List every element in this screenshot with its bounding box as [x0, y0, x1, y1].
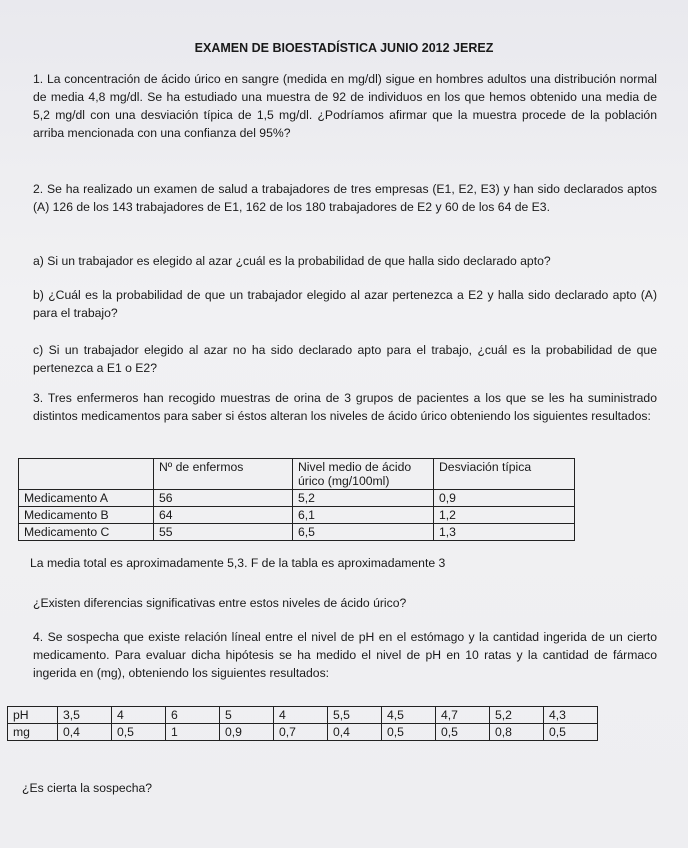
- table-cell: 6: [166, 707, 220, 724]
- table-cell: 0,7: [274, 724, 328, 741]
- question-3: 3. Tres enfermeros han recogido muestras de orina de 3 grupos de pacientes a los que se les ha suministrado distintos medicamentos para saber si éstos alteran los niveles de ácido úrico obteniendo los siguientes resultados:: [33, 391, 657, 423]
- table-note: La media total es aproximadamente 5,3. F de la tabla es aproximadamente 3: [30, 556, 446, 570]
- table-cell: 0,9: [434, 490, 575, 507]
- table-cell: 1,3: [434, 524, 575, 541]
- question-4: 4. Se sospecha que existe relación líneal entre el nivel de pH en el estómago y la cantidad ingerida de un cierto medicamento. Para evaluar dicha hipótesis se ha medido el nivel de pH en 10 ratas y la cantidad de fármaco ingerida en (mg), obteniendo los siguientes resultados:: [33, 630, 657, 680]
- table-header-row: [19, 459, 575, 490]
- table-cell: 5: [220, 707, 274, 724]
- table-cell: 4,7: [436, 707, 490, 724]
- table-cell: 0,5: [112, 724, 166, 741]
- question-2b: b) ¿Cuál es la probabilidad de que un trabajador elegido al azar pertenezca a E2 y halla sido declarado apto (A) para el trabajo?: [33, 288, 657, 320]
- table-cell: 4: [112, 707, 166, 724]
- table-cell: 5,2: [293, 490, 434, 507]
- question-2c: c) Si un trabajador elegido al azar no ha sido declarado apto para el trabajo, ¿cuál es la probabilidad de que pertenezca a E1 o E2?: [33, 343, 657, 375]
- table-cell: Medicamento C: [19, 524, 154, 541]
- table-cell: 0,5: [544, 724, 598, 741]
- table-header-cell: Desviación típica: [434, 459, 575, 490]
- medication-table: [18, 458, 575, 541]
- table-cell: 56: [154, 490, 293, 507]
- table-cell: 4,3: [544, 707, 598, 724]
- question-2a: a) Si un trabajador es elegido al azar ¿cuál es la probabilidad de que halla sido declarado apto?: [33, 254, 551, 268]
- table-cell: Medicamento B: [19, 507, 154, 524]
- table-cell: 1: [166, 724, 220, 741]
- table-cell: 5,5: [328, 707, 382, 724]
- table-row: [19, 507, 575, 524]
- table-row: [19, 490, 575, 507]
- question-4-prompt: ¿Es cierta la sospecha?: [22, 781, 153, 795]
- table-row: [19, 524, 575, 541]
- table-row: [8, 724, 598, 741]
- table-header-cell: [19, 459, 154, 490]
- question-3-prompt: ¿Existen diferencias significativas entre estos niveles de ácido úrico?: [33, 596, 407, 610]
- question-2: 2. Se ha realizado un examen de salud a trabajadores de tres empresas (E1, E2, E3) y han sido declarados aptos (A) 126 de los 143 trabajadores de E1, 162 de los 180 trabajadores de E2 y 60 de los 64 de E3.: [33, 182, 657, 214]
- table-cell: Medicamento A: [19, 490, 154, 507]
- table-row: [8, 707, 598, 724]
- table-cell: 3,5: [58, 707, 112, 724]
- table-cell: 1,2: [434, 507, 575, 524]
- table-cell: 4: [274, 707, 328, 724]
- table-cell: 5,2: [490, 707, 544, 724]
- table-cell: 6,1: [293, 507, 434, 524]
- table-cell: 64: [154, 507, 293, 524]
- table-cell: 0,5: [436, 724, 490, 741]
- table-cell: 0,5: [382, 724, 436, 741]
- table-cell: 0,9: [220, 724, 274, 741]
- table-header-cell: Nivel medio de ácido úrico (mg/100ml): [293, 459, 434, 490]
- table-row-label: pH: [8, 707, 58, 724]
- table-cell: 0,4: [328, 724, 382, 741]
- table-cell: 6,5: [293, 524, 434, 541]
- table-header-cell: Nº de enfermos: [154, 459, 293, 490]
- table-cell: 55: [154, 524, 293, 541]
- table-cell: 0,8: [490, 724, 544, 741]
- table-cell: 0,4: [58, 724, 112, 741]
- table-row-label: mg: [8, 724, 58, 741]
- ph-dose-table: [7, 706, 598, 741]
- question-1: 1. La concentración de ácido úrico en sangre (medida en mg/dl) sigue en hombres adultos una distribución normal de media 4,8 mg/dl. Se ha estudiado una muestra de 92 de individuos en los que hemos obtenido una media de 5,2 mg/dl con una desviación típica de 1,5 mg/dl. ¿Podríamos afirmar que la muestra procede de la población arriba mencionada con una confianza del 95%?: [33, 72, 657, 140]
- exam-title: EXAMEN DE BIOESTADÍSTICA JUNIO 2012 JEREZ: [194, 41, 494, 55]
- table-cell: 4,5: [382, 707, 436, 724]
